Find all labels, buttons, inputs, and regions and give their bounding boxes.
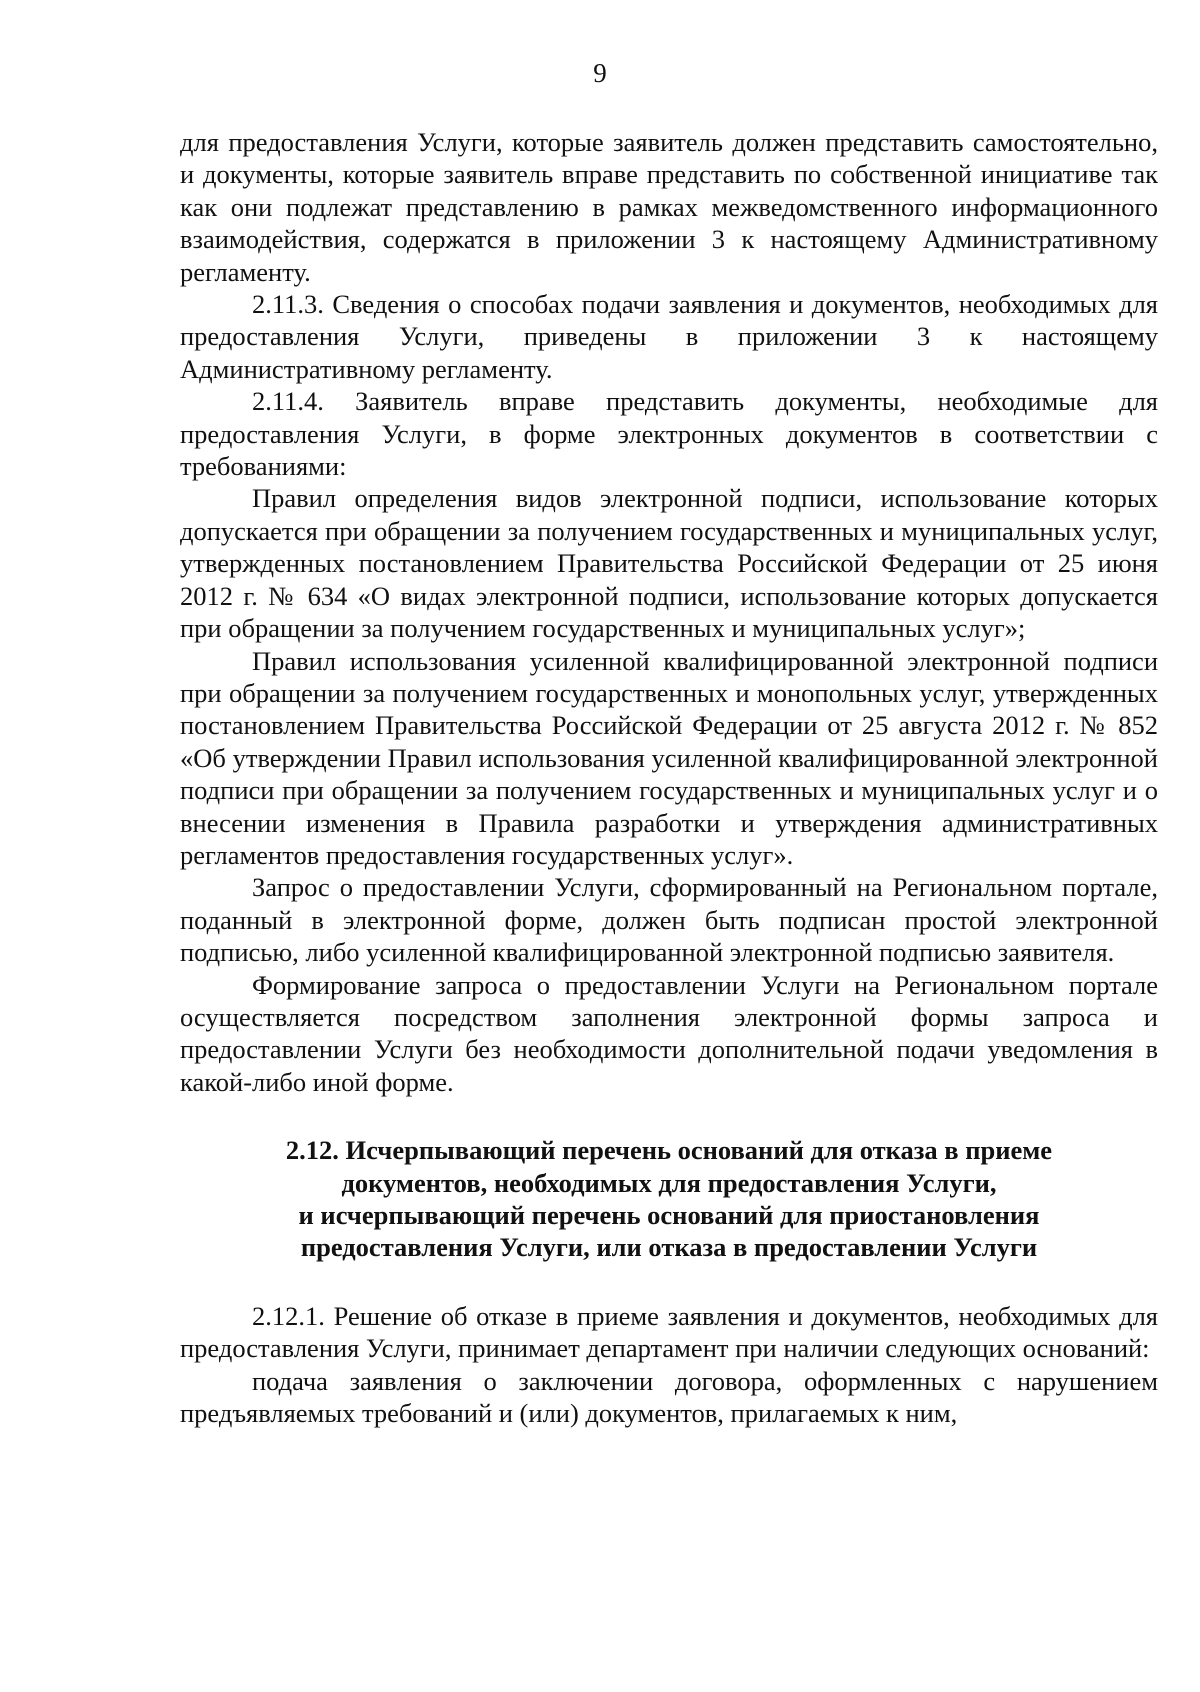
paragraph-2-12-1: 2.12.1. Решение об отказе в приеме заявления и документов, необходимых для предоставления Услуги, принимает департамент при наличии следующих оснований:	[180, 1300, 1158, 1364]
paragraph-request-forming: Формирование запроса о предоставлении Услуги на Региональном портале осуществляется посредством заполнения электронной формы запроса и предоставлении Услуги без необходимости дополнительной подачи уведомления в какой-либо иной форме.	[180, 969, 1158, 1097]
paragraph-continuation: для предоставления Услуги, которые заявитель должен представить самостоятельно, и документы, которые заявитель вправе представить по собственной инициативе так как они подлежат представлению в рамках межведомственного информационного взаимодействия, содержатся в приложении 3 к настоящему Административному регламенту.	[180, 127, 1158, 287]
heading-line: 2.12. Исчерпывающий перечень оснований для отказа в приеме	[285, 1135, 1053, 1166]
paragraph-2-11-4: 2.11.4. Заявитель вправе представить документы, необходимые для предоставления Услуги, в форме электронных документов в соответствии с требованиями:	[180, 386, 1158, 482]
paragraph-rules-qualified-signature: Правил использования усиленной квалифицированной электронной подписи при обращении за получением государственных и монопольных услуг, утвержденных постановлением Правительства Российской Федерации от 25 августа 2012 г. № 852 «Об утверждении Правил использования усиленной квалифицированной электронной подписи при обращении за получением государственных и муниципальных услуг и о внесении изменения в Правила разработки и утверждения административных регламентов предоставления государственных услуг».	[180, 645, 1158, 870]
paragraph-2-11-3: 2.11.3. Сведения о способах подачи заявления и документов, необходимых для предоставления Услуги, приведены в приложении 3 к настоящему Административному регламенту.	[180, 289, 1158, 384]
paragraph-ground-1: подача заявления о заключении договора, оформленных с нарушением предъявляемых требований и (или) документов, прилагаемых к ним,	[180, 1365, 1158, 1429]
paragraph-rules-signature-types: Правил определения видов электронной подписи, использование которых допускается при обращении за получением государственных и муниципальных услуг, утвержденных постановлением Правительства Российской Федерации от 25 июня 2012 г. № 634 «О видах электронной подписи, использование которых допускается при обращении за получением государственных и муниципальных услуг»;	[180, 483, 1158, 644]
heading-line: документов, необходимых для предоставления Услуги,	[341, 1167, 997, 1198]
heading-line: и исчерпывающий перечень оснований для приостановления	[298, 1200, 1040, 1230]
paragraph-request-signed: Запрос о предоставлении Услуги, сформированный на Региональном портале, поданный в электронной форме, должен быть подписан простой электронной подписью, либо усиленной квалифицированной электронной подписью заявителя.	[180, 872, 1158, 968]
section-heading-2-12	[180, 1134, 1158, 1264]
heading-line: предоставления Услуги, или отказа в предоставлении Услуги	[300, 1232, 1038, 1263]
page-number: 9	[593, 58, 607, 88]
document-body	[180, 126, 1158, 1429]
